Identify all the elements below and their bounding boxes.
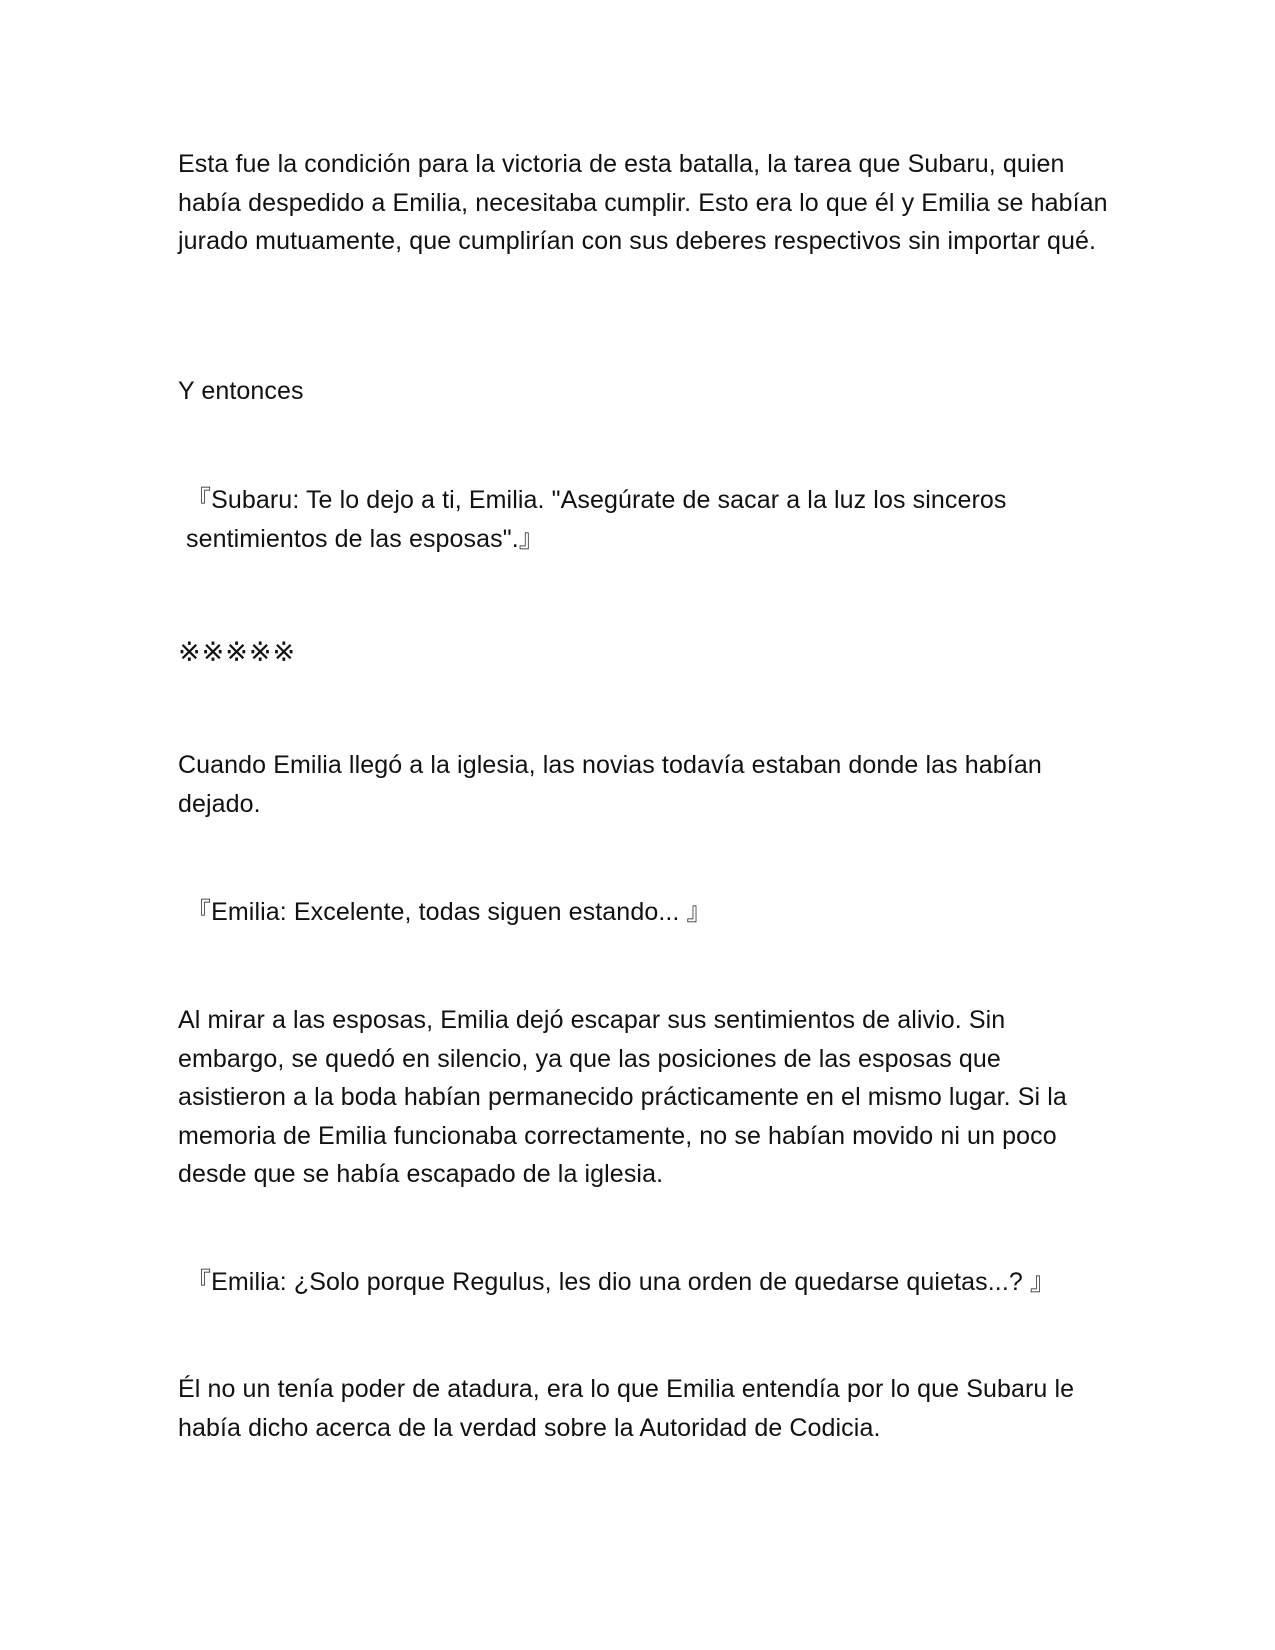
paragraph-authority-of-greed: Él no un tenía poder de atadura, era lo que Emilia entendía por lo que Subaru le había dicho acerca de la verdad sobre la Autoridad de Codicia.	[178, 1375, 1075, 1442]
paragraph-emilia-relief: Al mirar a las esposas, Emilia dejó escapar sus sentimientos de alivio. Sin embargo, se quedó en silencio, ya que las posiciones de las esposas que asistieron a la boda habían permanecido prácticamente en el mismo lugar. Si la memoria de Emilia funcionaba correctamente, no se habían movido ni un poco desde que se había escapado de la iglesia.	[178, 1006, 1067, 1188]
paragraph-victory-condition: Esta fue la condición para la victoria de esta batalla, la tarea que Subaru, quien había despedido a Emilia, necesitaba cumplir. Esto era lo que él y Emilia se habían jurado mutuamente, que cumplirían con sus deberes respectivos sin importar qué.	[178, 150, 1108, 255]
dialogue-emilia-excelente: 『Emilia: Excelente, todas siguen estando... 』	[186, 898, 712, 926]
scene-break-symbols: ※※※※※	[178, 637, 297, 668]
dialogue-subaru: 『Subaru: Te lo dejo a ti, Emilia. "Asegúrate de sacar a la luz los sinceros sentimientos de las esposas".』	[186, 486, 1007, 553]
dialogue-emilia-regulus: 『Emilia: ¿Solo porque Regulus, les dio una orden de quedarse quietas...? 』	[186, 1268, 1056, 1296]
paragraph-and-then: Y entonces	[178, 377, 304, 405]
paragraph-emilia-arrives: Cuando Emilia llegó a la iglesia, las novias todavía estaban donde las habían dejado.	[178, 751, 1042, 818]
